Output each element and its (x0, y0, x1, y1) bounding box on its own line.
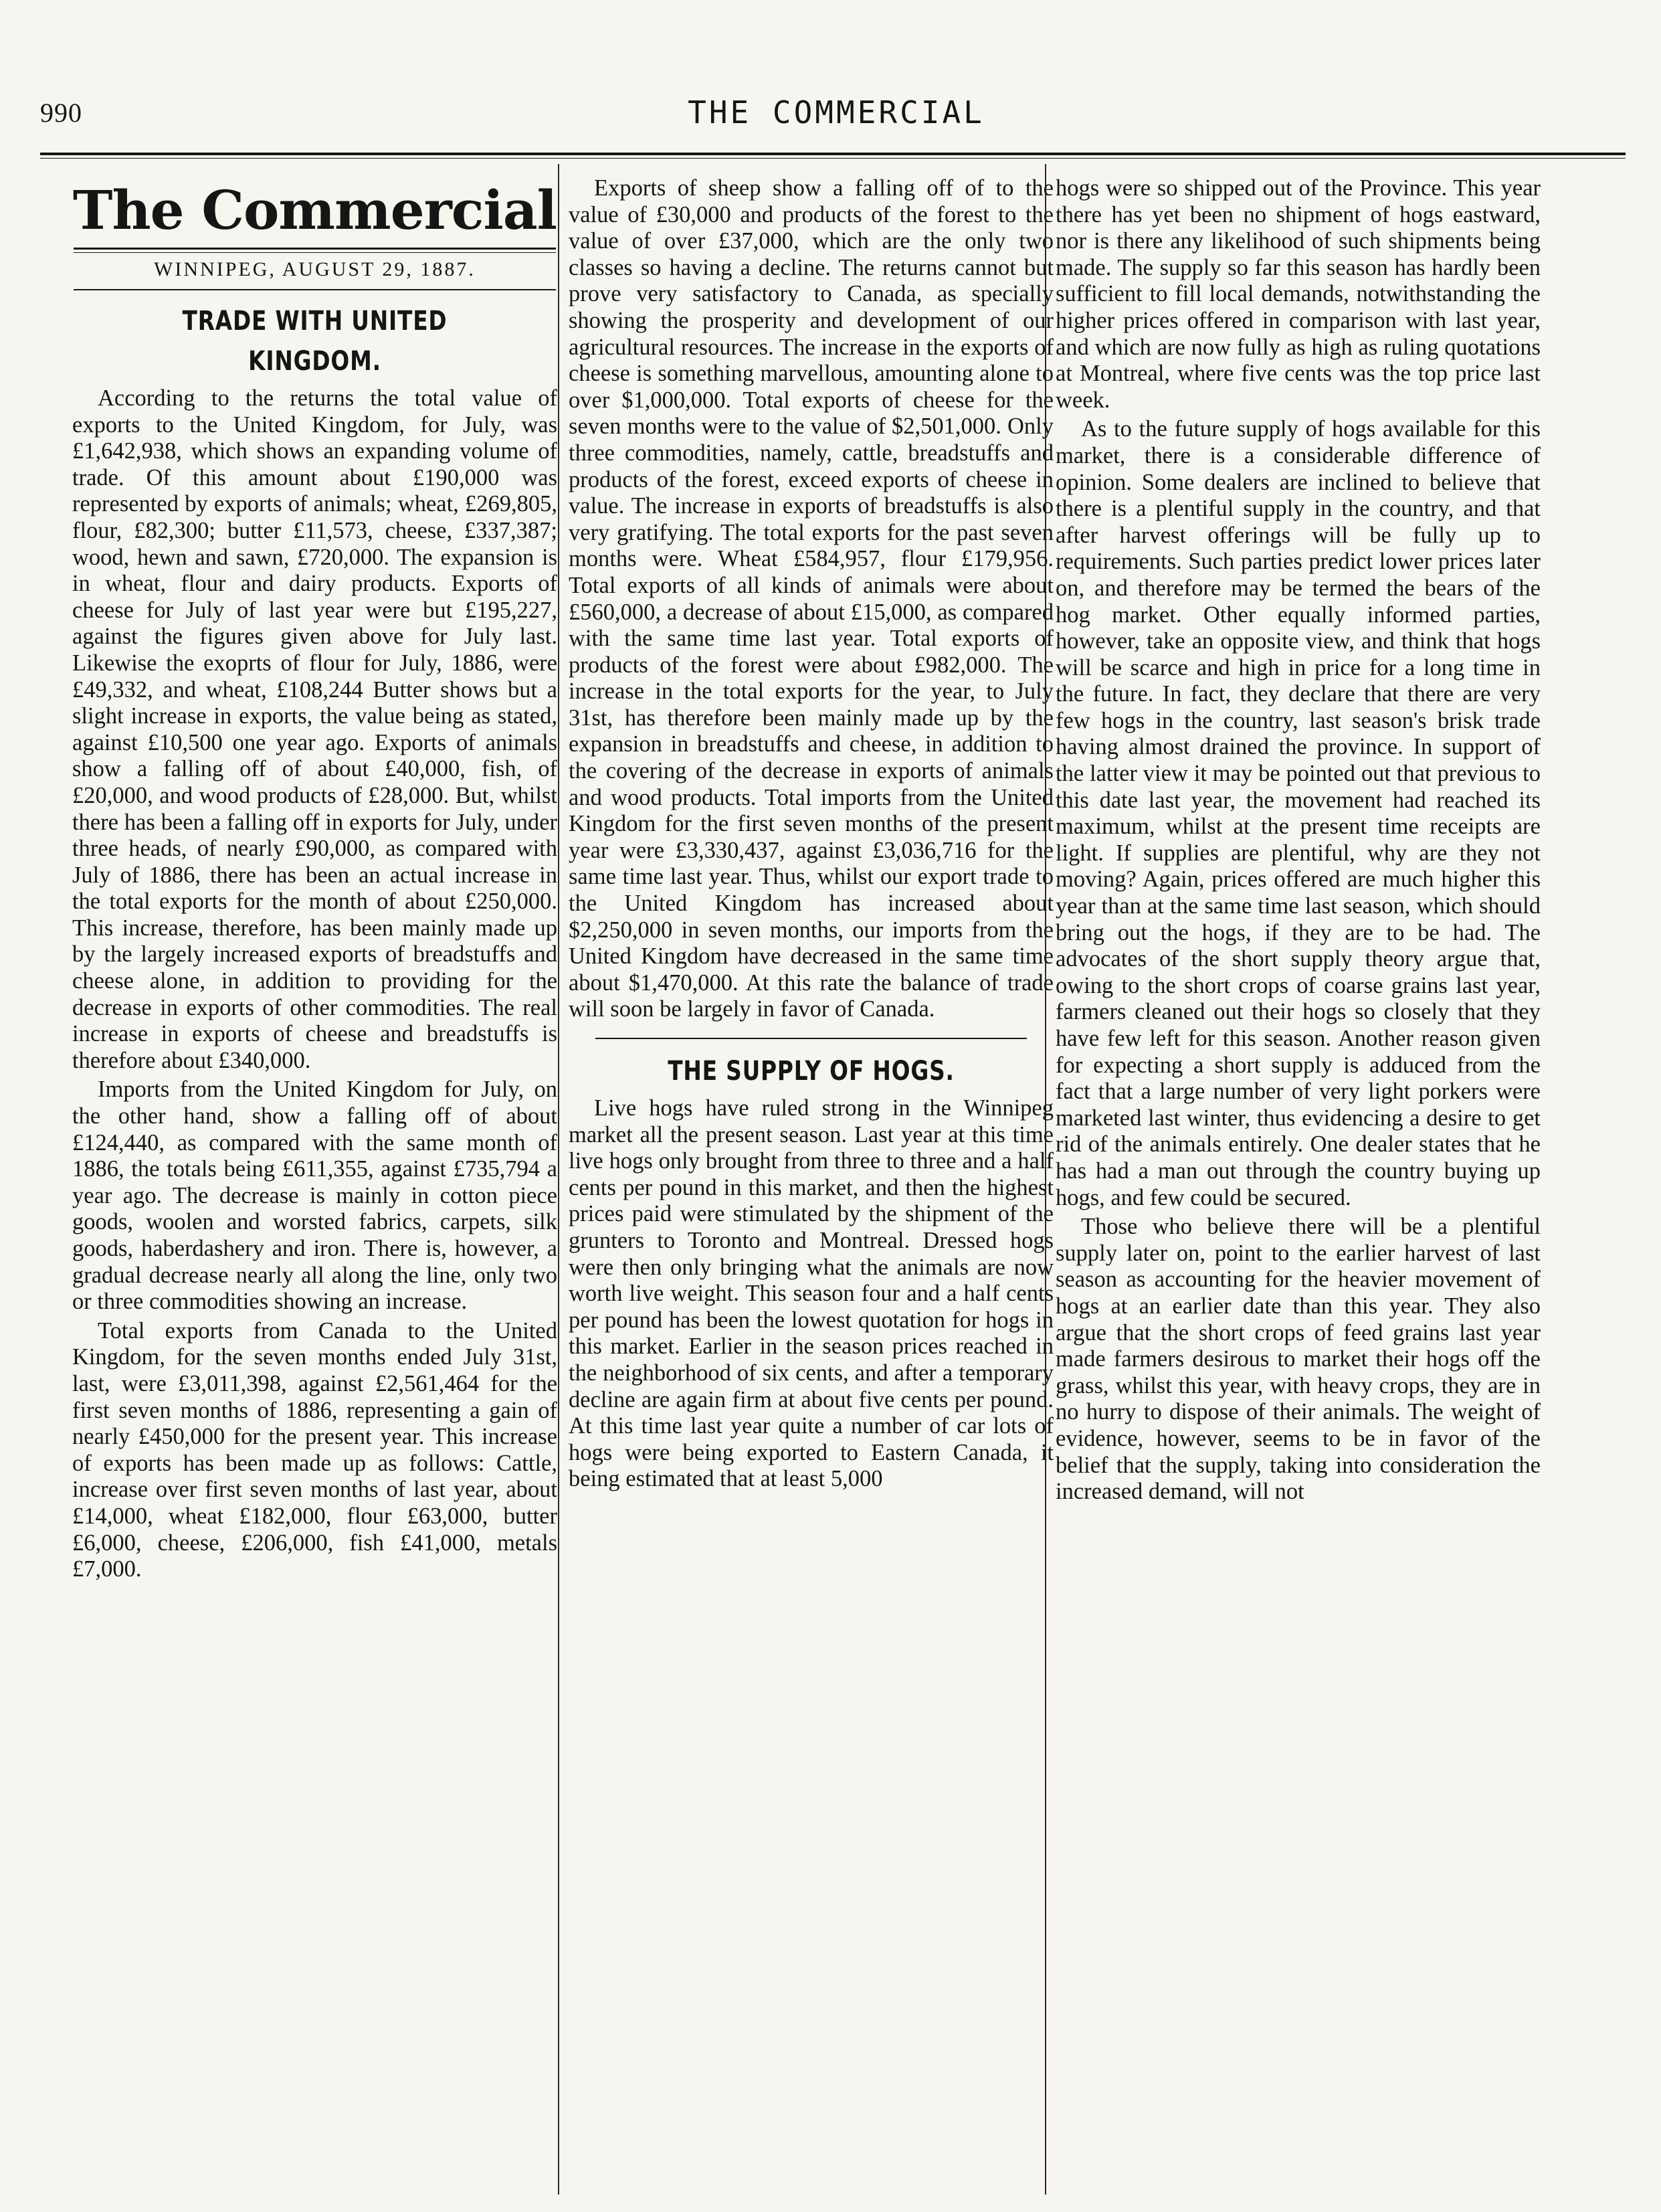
head-rule-thick (40, 153, 1626, 155)
headline-hogs: THE SUPPLY OF HOGS. (668, 1056, 955, 1087)
article-hogs-col3 (1056, 175, 1541, 1505)
section-rule (595, 1038, 1027, 1039)
paragraph: Live hogs have ruled strong in the Winnipeg market all the present season. Last year at this time live hogs only brought from three to three and a half cents per pound in this market, and then the highest prices paid were stimulated by the shipment of the grunters to Toronto and Montreal. Dressed hogs were then only bringing what the animals are now worth live weight. This season four and a half cents per pound has been the lowest quotation for hogs in this market. Earlier in the season prices reached in the neighborhood of six cents, and after a temporary decline are again firm at about five cents per pound. At this time last year quite a number of car lots of hogs were being exported to Eastern Canada, it being estimated that at least 5,000 (569, 1095, 1054, 1492)
paragraph: Imports from the United Kingdom for July, on the other hand, show a falling off of about £124,440, as compared with the same month of 1886, the totals being £611,355, against £735,794 a year ago. The decrease is mainly in cotton piece goods, woolen and worsted fabrics, carpets, silk goods, haberdashery and iron. There is, however, a gradual decrease nearly all along the line, only two or three commodities showing an increase. (72, 1077, 557, 1315)
head-rule-thin (40, 158, 1626, 159)
running-title: THE COMMERCIAL (688, 94, 985, 130)
column-divider-1 (558, 164, 559, 2195)
masthead-title: The Commercial (72, 179, 557, 242)
dateline: WINNIPEG, AUGUST 29, 1887. (154, 258, 476, 280)
paragraph: As to the future supply of hogs available for this market, there is a considerable difference of opinion. Some dealers are inclined to believe that there is a plentiful supply in the country, and that after harvest offerings will be fully up to requirements. Such parties predict lower prices later on, and therefore may be termed the bears of the hog market. Other equally informed parties, however, take an opposite view, and think that hogs will be scarce and high in price for a long time in the future. In fact, they declare that there are very few hogs in the country, last season's brisk trade having almost drained the province. In support of the latter view it may be pointed out that previous to this date last year, the movement had reached its maximum, whilst at the present time receipts are light. If supplies are plentiful, why are they not moving? Again, prices offered are much higher this year than at the same time last season, which should bring out the hogs, if they are to be had. The advocates of the short supply theory argue that, owing to the short crops of coarse grains last year, farmers cleaned out their hogs so closely that they have few left for this season. Another reason given for expecting a short supply is adduced from the fact that a large number of very light porkers were marketed last winter, thus evidencing a desire to get rid of the animals entirely. One dealer states that he has had a man out through the country buying up hogs, and few could be secured. (1056, 416, 1541, 1210)
headline-trade: TRADE WITH UNITED KINGDOM. (182, 306, 448, 377)
paragraph: Total exports from Canada to the United Kingdom, for the seven months ended July 31st, last, were £3,011,398, against £2,561,464 for the first seven months of 1886, representing a gain of nearly £450,000 for the present year. This increase of exports has been made up as follows: Cattle, increase over first seven months of last year, about £14,000, wheat £182,000, flour £63,000, butter £6,000, cheese, £206,000, fish £41,000, metals £7,000. (72, 1317, 557, 1582)
article-trade-col1 (72, 385, 557, 1583)
dateline-rule (74, 289, 556, 290)
page-number: 990 (40, 98, 82, 128)
column-2 (569, 175, 1054, 2183)
paragraph: Those who believe there will be a plentiful supply later on, point to the earlier harvest of last season as accounting for the heavier movement of hogs at an earlier date than this year. They also argue that the short crops of feed grains last year made farmers desirous to market their hogs off the grass, whilst this year, with heavy crops, they are in no hurry to dispose of their animals. The weight of evidence, however, seems to be in favor of the belief that the supply, taking into consideration the increased demand, will not (1056, 1214, 1541, 1505)
column-3 (1056, 175, 1541, 2183)
masthead-rule (74, 248, 556, 253)
running-head (40, 94, 1632, 137)
paragraph: Exports of sheep show a falling off of to the value of £30,000 and products of the forest to the value of over £37,000, which are the only two classes so having a decline. The returns cannot but prove very satisfactory to Canada, as specially showing the prosperity and development of our agricultural resources. The increase in the exports of cheese is something marvellous, amounting alone to over $1,000,000. Total exports of cheese for the seven months were to the value of $2,501,000. Only three commodities, namely, cattle, breadstuffs and products of the forest, exceed exports of cheese in value. The increase in exports of breadstuffs is also very gratifying. The total exports for the past seven months were. Wheat £584,957, flour £179,956. Total exports of all kinds of animals were about £560,000, a decrease of about £15,000, as compared with the same time last year. Total exports of products of the forest were about £982,000. The increase in the total exports for the year, to July 31st, has therefore been mainly made up by the expansion in breadstuffs and cheese, in addition to the covering of the decrease in exports of animals and wood products. Total imports from the United Kingdom for the first seven months of the present year were £3,330,437, against £3,036,716 for the same time last year. Thus, whilst our export trade to the United Kingdom has increased about $2,250,000 in seven months, our imports from the United Kingdom have decreased in the same time about $1,470,000. At this rate the balance of trade will soon be largely in favor of Canada. (569, 175, 1054, 1022)
article-trade-col2 (569, 175, 1054, 1023)
paragraph: According to the returns the total value of exports to the United Kingdom, for July, was £1,642,938, which shows an expanding volume of trade. Of this amount about £190,000 was represented by exports of animals; wheat, £269,805, flour, £82,300; butter £11,573, cheese, £337,387; wood, hewn and sawn, £720,000. The expansion is in wheat, flour and dairy products. Exports of cheese for July of last year were but £195,227, against the figures given above for July last. Likewise the exoprts of flour for July, 1886, were £49,332, and wheat, £108,244 Butter shows but a slight increase in exports, the value being as stated, against £10,500 one year ago. Exports of animals show a falling off of about £40,000, fish, of £20,000, and wood products of £28,000. But, whilst there has been a falling off in exports for July, under three heads, of nearly £90,000, as compared with July of 1886, there has been an actual increase in the total exports for the month of about £250,000. This increase, therefore, has been mainly made up by the largely increased exports of breadstuffs and cheese alone, in addition to providing for the decrease in exports of other commodities. The real increase in exports of cheese and breadstuffs is therefore about £340,000. (72, 385, 557, 1073)
column-1 (72, 175, 557, 2183)
article-hogs-col2 (569, 1095, 1054, 1493)
paragraph: hogs were so shipped out of the Province. This year there has yet been no shipment of hogs eastward, nor is there any likelihood of such shipments being made. The supply so far this season has hardly been sufficient to fill local demands, notwithstanding the higher prices offered in comparison with last year, and which are now fully as high as ruling quotations at Montreal, where five cents was the top price last week. (1056, 175, 1541, 413)
